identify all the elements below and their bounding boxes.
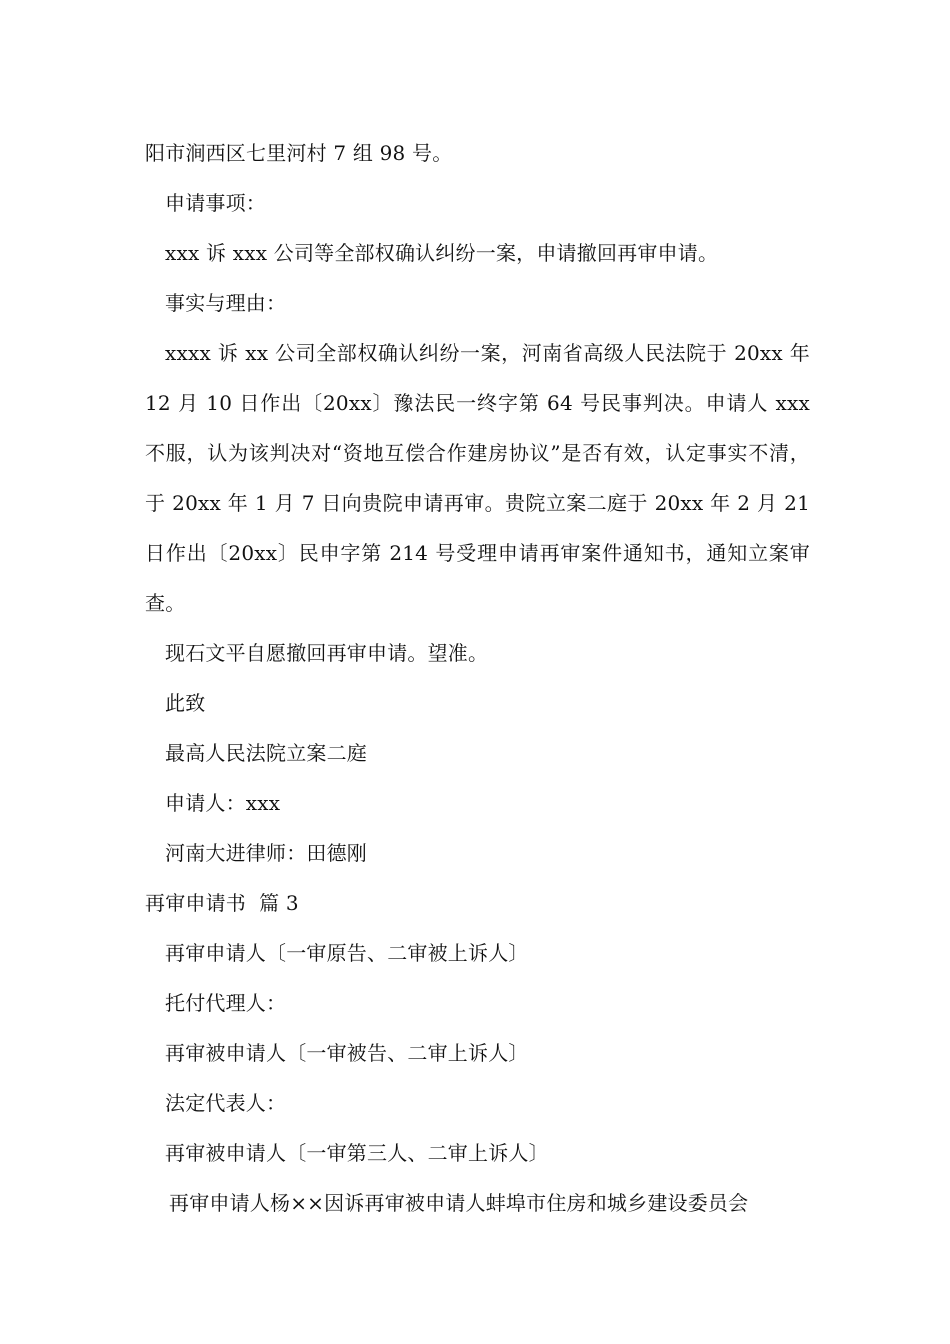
party-applicant: 再审申请人〔一审原告、二审被上诉人〕 [165,941,529,965]
recipient: 最高人民法院立案二庭 [165,741,367,765]
party-legal-rep: 法定代表人： [165,1091,287,1115]
salutation: 此致 [165,691,206,715]
case-statement-start: 再审申请人杨××因诉再审被申请人蚌埠市住房和城乡建设委员会 [169,1191,749,1215]
items-heading: 申请事项： [165,191,266,215]
party-respondent-2: 再审被申请人〔一审第三人、二审上诉人〕 [165,1141,549,1165]
section-title: 再审申请书 篇 3 [145,891,299,915]
facts-heading: 事实与理由： [165,291,287,315]
facts-paragraph: xxxx 诉 xx 公司全部权确认纠纷一案，河南省高级人民法院于 20xx 年 12 月 10 日作出〔20xx〕豫法民一终字第 64 号民事判决。申请人 xxx 不服，认为该判决对“资地互偿合作建房协议”是否有效，认定事实不清，于 20xx 年 1 月 7 日向贵院申请再审。贵院立案二庭于 20xx 年 2 月 21 日作出〔20xx〕民申字第 214 号受理申请再审案件通知书，通知立案审查。 [145,341,810,615]
party-agent: 托付代理人： [165,991,287,1015]
address-continuation: 阳市涧西区七里河村 7 组 98 号。 [145,141,453,165]
lawyer-signature: 河南大进律师：田德刚 [165,841,367,865]
party-respondent-1: 再审被申请人〔一审被告、二审上诉人〕 [165,1041,529,1065]
applicant-signature: 申请人：xxx [165,791,281,815]
document-body [145,128,810,1228]
withdraw-statement: 现石文平自愿撤回再审申请。望准。 [165,641,489,665]
items-text: xxx 诉 xxx 公司等全部权确认纠纷一案，申请撤回再审申请。 [165,241,719,265]
